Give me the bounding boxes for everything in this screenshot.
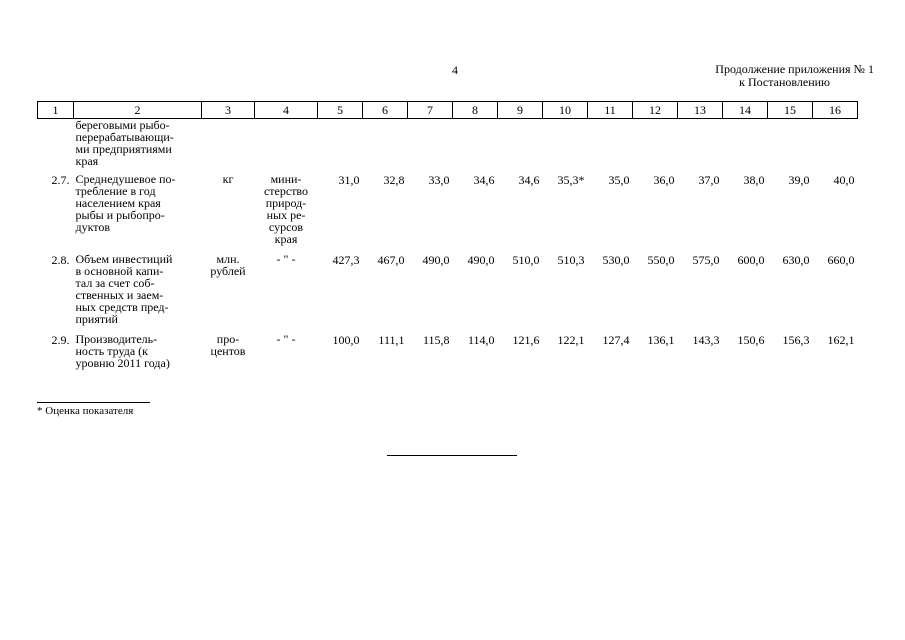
row-value: 115,8 — [422, 333, 450, 347]
row-value: 122,1 — [557, 333, 585, 347]
row-name: Производитель- ность труда (к уровню 2011 года) — [75, 332, 170, 370]
row-value — [678, 119, 723, 168]
row-value — [453, 119, 498, 168]
row-index — [38, 119, 74, 168]
row-value: 37,0 — [698, 173, 720, 187]
row-value: 156,3 — [782, 333, 810, 347]
header-cell: 4 — [255, 102, 318, 119]
row-source: мини- стерство природ- ных ре- сурсов края — [263, 172, 309, 246]
header-cell: 5 — [318, 102, 363, 119]
row-value: 33,0 — [428, 173, 450, 187]
row-value: 467,0 — [377, 253, 405, 267]
row-name: Среднедушевое по- требление в год населением края рыбы и рыбопро- дуктов — [75, 172, 176, 234]
row-value — [633, 119, 678, 168]
page-number: 4 — [452, 63, 458, 77]
row-value: 600,0 — [737, 253, 765, 267]
row-value: 162,1 — [827, 333, 855, 347]
row-value: 121,6 — [512, 333, 540, 347]
row-value: 34,6 — [473, 173, 495, 187]
row-value: 127,4 — [602, 333, 630, 347]
row-value: 114,0 — [467, 333, 495, 347]
row-value: 32,8 — [383, 173, 405, 187]
header-cell: 8 — [453, 102, 498, 119]
header-cell: 14 — [723, 102, 768, 119]
row-value: 575,0 — [692, 253, 720, 267]
header-cell: 10 — [543, 102, 588, 119]
row-unit: млн. рублей — [210, 252, 246, 278]
table-row — [38, 119, 858, 168]
row-value: 490,0 — [422, 253, 450, 267]
header-cell: 3 — [202, 102, 255, 119]
row-value — [543, 119, 588, 168]
row-name: береговыми рыбо- перерабатывающи- ми предприятиями края — [75, 118, 174, 168]
row-value — [408, 119, 453, 168]
row-source — [255, 119, 318, 168]
row-value — [588, 119, 633, 168]
header-cell: 1 — [38, 102, 74, 119]
row-value — [363, 119, 408, 168]
row-value: 36,0 — [653, 173, 675, 187]
row-value — [813, 119, 858, 168]
row-name: Объем инвестиций в основной капи- тал за счет соб- ственных и заем- ных средств пред- приятий — [75, 252, 173, 326]
header-cell: 15 — [768, 102, 813, 119]
row-value: 39,0 — [788, 173, 810, 187]
row-unit: кг — [222, 172, 234, 186]
row-source: - " - — [276, 252, 296, 266]
footnote: * Оценка показателя — [37, 405, 134, 417]
header-cell: 7 — [408, 102, 453, 119]
row-unit — [202, 119, 255, 168]
indicators-table — [37, 101, 858, 369]
header-cell: 2 — [74, 102, 202, 119]
header-cell: 6 — [363, 102, 408, 119]
row-value: 35,0 — [608, 173, 630, 187]
row-value: 490,0 — [467, 253, 495, 267]
row-value — [498, 119, 543, 168]
table-row — [38, 325, 858, 369]
row-value: 111,1 — [378, 333, 405, 347]
row-value: 35,3* — [557, 173, 585, 187]
row-source: - " - — [276, 332, 296, 346]
table-row — [38, 167, 858, 245]
row-value — [318, 119, 363, 168]
row-value: 31,0 — [338, 173, 360, 187]
continuation-note — [660, 63, 874, 89]
row-value: 510,3 — [557, 253, 585, 267]
row-value: 550,0 — [647, 253, 675, 267]
continuation-line-2: к Постановлению — [739, 75, 830, 89]
header-cell: 16 — [813, 102, 858, 119]
row-value: 630,0 — [782, 253, 810, 267]
row-value: 38,0 — [743, 173, 765, 187]
row-value: 34,6 — [518, 173, 540, 187]
row-value: 40,0 — [833, 173, 855, 187]
row-value: 143,3 — [692, 333, 720, 347]
row-value: 100,0 — [332, 333, 360, 347]
row-index: 2.7. — [51, 173, 70, 187]
header-cell: 9 — [498, 102, 543, 119]
header-cell: 13 — [678, 102, 723, 119]
row-value: 530,0 — [602, 253, 630, 267]
row-index: 2.9. — [51, 333, 70, 347]
row-unit: про- центов — [210, 332, 246, 358]
header-row — [38, 102, 858, 119]
continuation-line-1: Продолжение приложения № 1 — [715, 62, 874, 76]
header-cell: 12 — [633, 102, 678, 119]
footnote-divider — [37, 402, 150, 403]
row-index: 2.8. — [51, 253, 70, 267]
row-value — [768, 119, 813, 168]
row-value: 136,1 — [647, 333, 675, 347]
row-value: 660,0 — [827, 253, 855, 267]
row-value: 427,3 — [332, 253, 360, 267]
row-value: 510,0 — [512, 253, 540, 267]
row-value: 150,6 — [737, 333, 765, 347]
end-divider — [387, 455, 517, 456]
header-cell: 11 — [588, 102, 633, 119]
table-row — [38, 245, 858, 325]
row-value — [723, 119, 768, 168]
